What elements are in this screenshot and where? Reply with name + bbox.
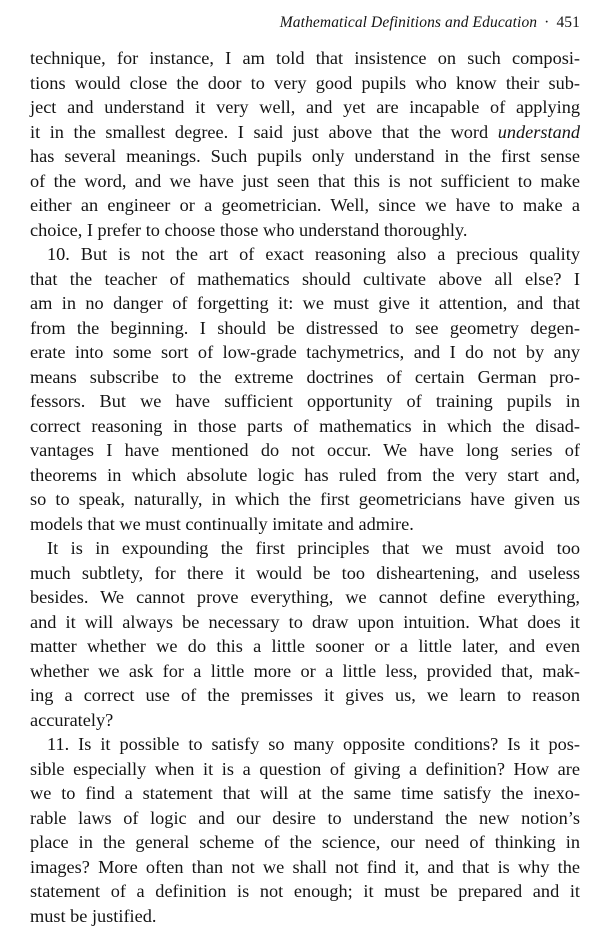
paragraph-3 (30, 536, 580, 732)
running-head (280, 14, 580, 32)
text-line: either an engineer or a geometrician. Well, since we have to make a (30, 195, 580, 215)
page-number: 451 (556, 14, 580, 31)
text-line: It is in expounding the first principles that we must avoid too (47, 538, 580, 558)
text-line: accurately? (30, 709, 114, 730)
emphasized-word: understand (497, 121, 580, 142)
text-line: ing a correct use of the premisses it gives us, we learn to reason (30, 685, 580, 705)
text-line: that the teacher of mathematics should cultivate above all else? I (30, 268, 580, 289)
text-line: of the word, and we have just seen that this is not sufficient to make (30, 170, 580, 191)
text-line: am in no danger of forgetting it: we must give it attention, and that (30, 293, 580, 313)
text-line: 10. But is not the art of exact reasoning also a precious quality (47, 244, 580, 264)
text-line: fessors. But we have sufficient opportunity of training pupils in (30, 391, 580, 411)
text-line: statement of a definition is not enough; it must be prepared and it (30, 881, 580, 901)
paragraph-1 (30, 46, 580, 242)
text-line: ject and understand it very well, and yet are incapable of applying (30, 97, 580, 117)
text-line: place in the general scheme of the science, our need of thinking in (30, 832, 580, 852)
body-text (30, 46, 580, 928)
text-line: and it will always be necessary to draw upon intuition. What does it (30, 611, 580, 632)
text-line: choice, I prefer to choose those who understand thoroughly. (30, 219, 468, 240)
text-line: we to find a statement that will at the same time satisfy the inexo- (30, 783, 580, 803)
text-line: images? More often than not we shall not find it, and that is why the (30, 856, 580, 877)
text-line: must be justified. (30, 905, 157, 926)
text-line: technique, for instance, I am told that insistence on such composi- (30, 48, 580, 68)
running-head-separator: · (544, 14, 550, 31)
text-line: erate into some sort of low-grade tachymetrics, and I do not by any (30, 342, 580, 362)
text-line: means subscribe to the extreme doctrines of certain German pro- (30, 366, 580, 387)
text-line-with-emphasis (30, 120, 580, 145)
text-line: besides. We cannot prove everything, we cannot define everything, (30, 587, 580, 607)
text-line: so to speak, naturally, in which the first geometricians have given us (30, 489, 580, 509)
text-line: correct reasoning in those parts of mathematics in which the disad- (30, 415, 580, 436)
text-line: from the beginning. I should be distressed to see geometry degen- (30, 317, 580, 338)
paragraph-2 (30, 242, 580, 536)
paragraph-4 (30, 732, 580, 928)
text-line: has several meanings. Such pupils only understand in the first sense (30, 146, 580, 166)
text-line: whether we ask for a little more or a little less, provided that, mak- (30, 660, 580, 681)
text-line: models that we must continually imitate and admire. (30, 513, 414, 534)
text-line-lead: it in the smallest degree. I said just above that the word (30, 121, 489, 142)
text-line: tions would close the door to very good pupils who know their sub- (30, 72, 580, 93)
text-line: rable laws of logic and our desire to understand the new notion’s (30, 807, 580, 828)
text-line: theorems in which absolute logic has ruled from the very start and, (30, 464, 580, 485)
text-line: sible especially when it is a question of giving a definition? How are (30, 758, 580, 779)
running-head-title: Mathematical Definitions and Education (279, 14, 538, 31)
text-line: vantages I have mentioned do not occur. We have long series of (30, 440, 580, 460)
text-line: much subtlety, for there it would be too disheartening, and useless (30, 562, 580, 583)
text-line: matter whether we do this a little sooner or a little later, and even (30, 636, 580, 656)
text-line: 11. Is it possible to satisfy so many opposite conditions? Is it pos- (47, 734, 580, 754)
